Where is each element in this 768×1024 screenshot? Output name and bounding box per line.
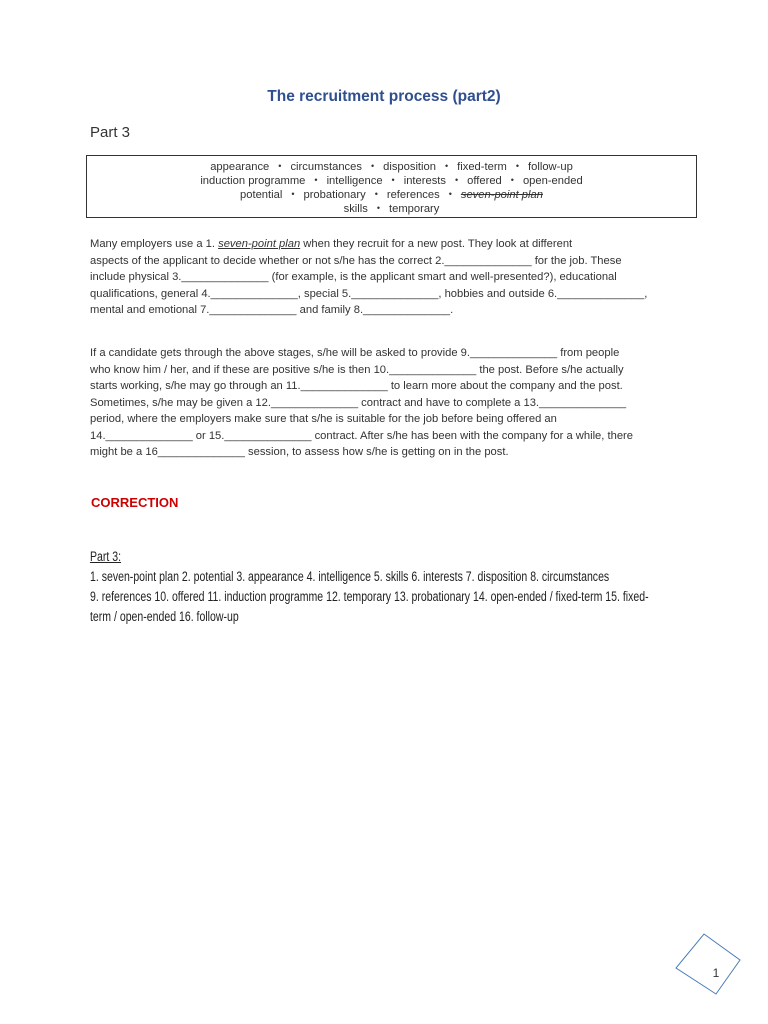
word-box-item: disposition bbox=[383, 161, 436, 173]
part-heading: Part 3 bbox=[90, 124, 131, 141]
bullet-separator: • bbox=[444, 161, 449, 171]
bullet-separator: • bbox=[454, 175, 459, 185]
correction-heading: CORRECTION bbox=[91, 495, 179, 510]
word-box-item: skills bbox=[343, 203, 368, 215]
bullet-separator: • bbox=[370, 161, 375, 171]
word-box-item: temporary bbox=[389, 203, 440, 215]
word-box-line bbox=[87, 159, 696, 173]
word-box-item: references bbox=[386, 189, 440, 201]
paragraph-line: qualifications, general 4.______________, special 5.______________, hobbies and outside 6.______________, bbox=[90, 287, 648, 300]
bullet-separator: • bbox=[374, 189, 378, 199]
paragraph-line: 14.______________ or 15.______________ contract. After s/he has been with the company for a while, there bbox=[90, 429, 633, 442]
answer-key-line: term / open-ended 16. follow-up bbox=[90, 609, 239, 624]
bullet-separator: • bbox=[291, 189, 295, 199]
page-number: 1 bbox=[712, 966, 720, 980]
word-box bbox=[86, 155, 697, 218]
example-answer: seven-point plan bbox=[218, 238, 301, 250]
paragraph-line: aspects of the applicant to decide whether or not s/he has the correct 2.______________ for the job. These bbox=[90, 254, 622, 267]
bullet-separator: • bbox=[376, 203, 381, 213]
word-box-item: fixed-term bbox=[457, 161, 507, 173]
paragraph-text: when they recruit for a new post. They look at different bbox=[300, 238, 573, 250]
paragraph-line: Sometimes, s/he may be given a 12.______________ contract and have to complete a 13.______________ bbox=[90, 396, 627, 409]
word-box-item-used: seven-point plan bbox=[460, 189, 543, 201]
bullet-separator: • bbox=[391, 175, 395, 185]
word-box-line bbox=[87, 173, 696, 187]
word-box-item: offered bbox=[467, 175, 502, 187]
gap-fill-paragraph-2 bbox=[90, 345, 690, 461]
page-number-diamond-icon bbox=[672, 928, 744, 1000]
paragraph-text: Many employers use a 1. bbox=[90, 238, 219, 250]
paragraph-line: starts working, s/he may go through an 11.______________ to learn more about the company and the post. bbox=[90, 380, 623, 392]
paragraph-line: include physical 3.______________ (for example, is the applicant smart and well-presented?), educational bbox=[90, 271, 617, 283]
bullet-separator: • bbox=[314, 175, 318, 185]
gap-fill-paragraph-1 bbox=[90, 236, 690, 319]
paragraph-line: If a candidate gets through the above stages, s/he will be asked to provide 9.______________ from people bbox=[90, 347, 620, 359]
document-title: The recruitment process (part2) bbox=[267, 88, 501, 105]
paragraph-line: who know him / her, and if these are positive s/he is then 10.______________ the post. Before s/he actually bbox=[90, 363, 624, 376]
word-box-item: open-ended bbox=[522, 175, 583, 187]
bullet-separator: • bbox=[515, 161, 520, 171]
word-box-line bbox=[87, 187, 696, 201]
answer-key bbox=[90, 547, 683, 627]
answer-key-line: 1. seven-point plan 2. potential 3. appearance 4. intelligence 5. skills 6. interests 7. disposition 8. circumstances bbox=[90, 569, 610, 584]
paragraph-line: might be a 16______________ session, to assess how s/he is getting on in the post. bbox=[90, 446, 509, 458]
word-box-item: intelligence bbox=[326, 175, 383, 187]
answer-key-line: 9. references 10. offered 11. induction programme 12. temporary 13. probationary 14. open-ended / fixed-term 15. fixed- bbox=[90, 589, 649, 604]
bullet-separator: • bbox=[448, 189, 452, 199]
paragraph-line bbox=[90, 236, 690, 253]
word-box-item: induction programme bbox=[200, 175, 306, 187]
bullet-separator: • bbox=[510, 175, 514, 185]
word-box-item: circumstances bbox=[290, 161, 362, 173]
paragraph-line: mental and emotional 7.______________ and family 8.______________. bbox=[90, 304, 454, 316]
answer-key-heading: Part 3: bbox=[90, 549, 122, 564]
word-box-item: follow-up bbox=[528, 161, 573, 173]
word-box-line bbox=[87, 201, 696, 215]
word-box-item: potential bbox=[240, 189, 283, 201]
paragraph-line: period, where the employers make sure that s/he is suitable for the job before being offered an bbox=[90, 413, 557, 425]
word-box-item: probationary bbox=[303, 189, 366, 201]
word-box-item: appearance bbox=[210, 161, 270, 173]
bullet-separator: • bbox=[278, 161, 282, 171]
word-box-item: interests bbox=[403, 175, 446, 187]
